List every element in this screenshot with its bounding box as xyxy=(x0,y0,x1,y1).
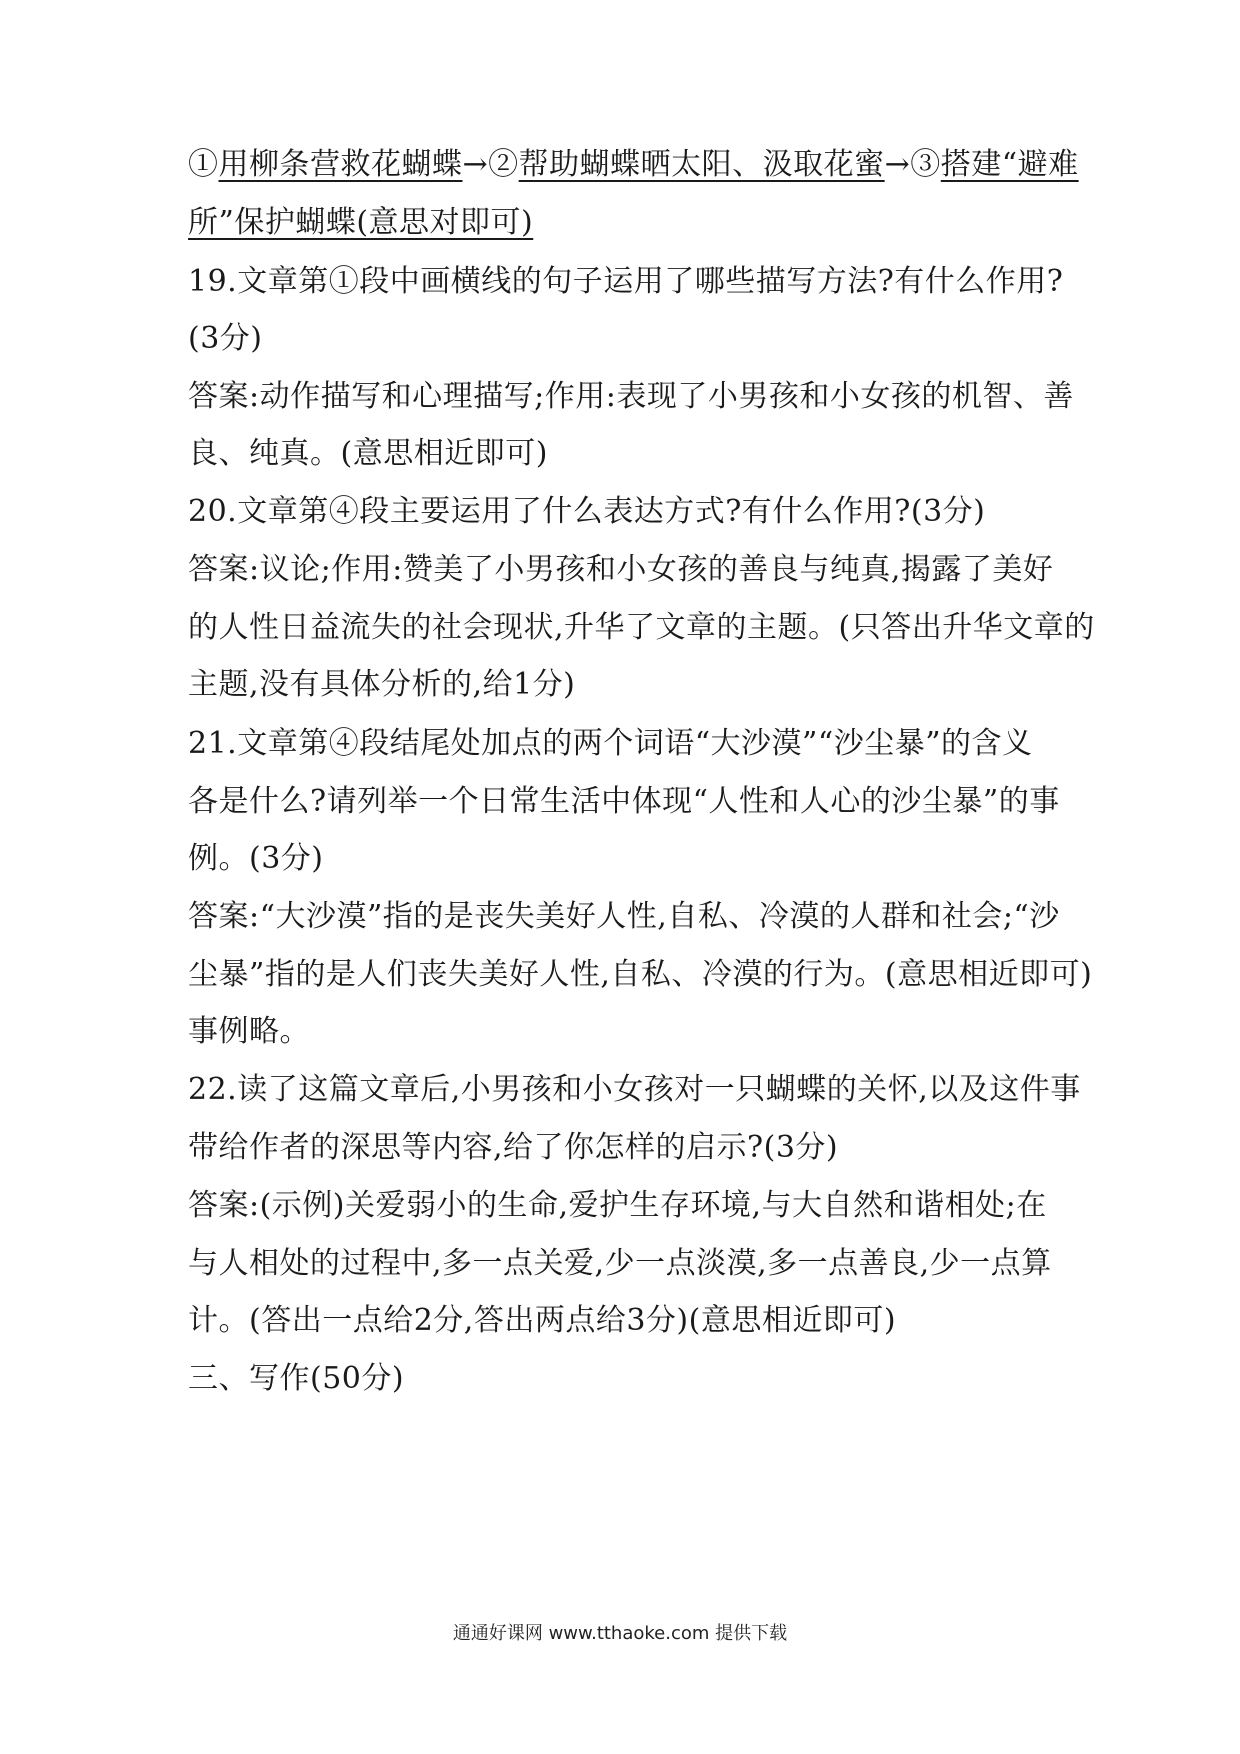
question-21-line-2: 各是什么?请列举一个日常生活中体现“人性和人心的沙尘暴”的事 xyxy=(188,784,1060,819)
step3-marker: ③ xyxy=(910,147,941,182)
answer-21-line-2: 尘暴”指的是人们丧失美好人性,自私、冷漠的行为。(意思相近即可) xyxy=(188,957,1093,992)
answer-21-line-1: 答案:“大沙漠”指的是丧失美好人性,自私、冷漠的人群和社会;“沙 xyxy=(188,899,1060,934)
step1-marker: ① xyxy=(188,147,219,182)
answer-22-line-2: 与人相处的过程中,多一点关爱,少一点淡漠,多一点善良,少一点算 xyxy=(188,1246,1052,1281)
step3-text-part1: 搭建“避难 xyxy=(940,147,1079,182)
step1-text: 用柳条营救花蝴蝶 xyxy=(218,147,463,182)
arrow-2: → xyxy=(884,147,911,182)
answer-20-line-1: 答案:议论;作用:赞美了小男孩和小女孩的善良与纯真,揭露了美好 xyxy=(188,552,1054,587)
question-22-line-1: 22.读了这篇文章后,小男孩和小女孩对一只蝴蝶的关怀,以及这件事 xyxy=(188,1072,1081,1107)
page-footer: 通通好课网 www.tthaoke.com 提供下载 xyxy=(452,1623,788,1644)
answer-20-line-2: 的人性日益流失的社会现状,升华了文章的主题。(只答出升华文章的 xyxy=(188,610,1095,645)
question-21-line-1: 21.文章第④段结尾处加点的两个词语“大沙漠”“沙尘暴”的含义 xyxy=(188,726,1033,761)
step3-text-part2: 所”保护蝴蝶(意思对即可) xyxy=(188,205,534,240)
question-19-line-1: 19.文章第①段中画横线的句子运用了哪些描写方法?有什么作用? xyxy=(188,264,1064,299)
question-21-line-3: 例。(3分) xyxy=(188,841,324,876)
step2-text: 帮助蝴蝶晒太阳、汲取花蜜 xyxy=(518,147,885,182)
answer-flow-line-2 xyxy=(188,203,1068,243)
arrow-1: → xyxy=(462,147,489,182)
step2-marker: ② xyxy=(488,147,519,182)
section-3-heading: 三、写作(50分) xyxy=(188,1361,405,1396)
question-20-line-1: 20.文章第④段主要运用了什么表达方式?有什么作用?(3分) xyxy=(188,494,986,529)
answer-22-line-3: 计。(答出一点给2分,答出两点给3分)(意思相近即可) xyxy=(188,1303,897,1338)
answer-19-line-2: 良、纯真。(意思相近即可) xyxy=(188,436,548,471)
question-19-line-2: (3分) xyxy=(188,321,263,356)
question-22-line-2: 带给作者的深思等内容,给了你怎样的启示?(3分) xyxy=(188,1130,839,1165)
answer-19-line-1: 答案:动作描写和心理描写;作用:表现了小男孩和小女孩的机智、善 xyxy=(188,379,1074,414)
answer-20-line-3: 主题,没有具体分析的,给1分) xyxy=(188,667,576,702)
answer-22-line-1: 答案:(示例)关爱弱小的生命,爱护生存环境,与大自然和谐相处;在 xyxy=(188,1188,1047,1223)
answer-flow-line-1 xyxy=(188,145,1079,185)
answer-21-line-3: 事例略。 xyxy=(188,1014,310,1049)
